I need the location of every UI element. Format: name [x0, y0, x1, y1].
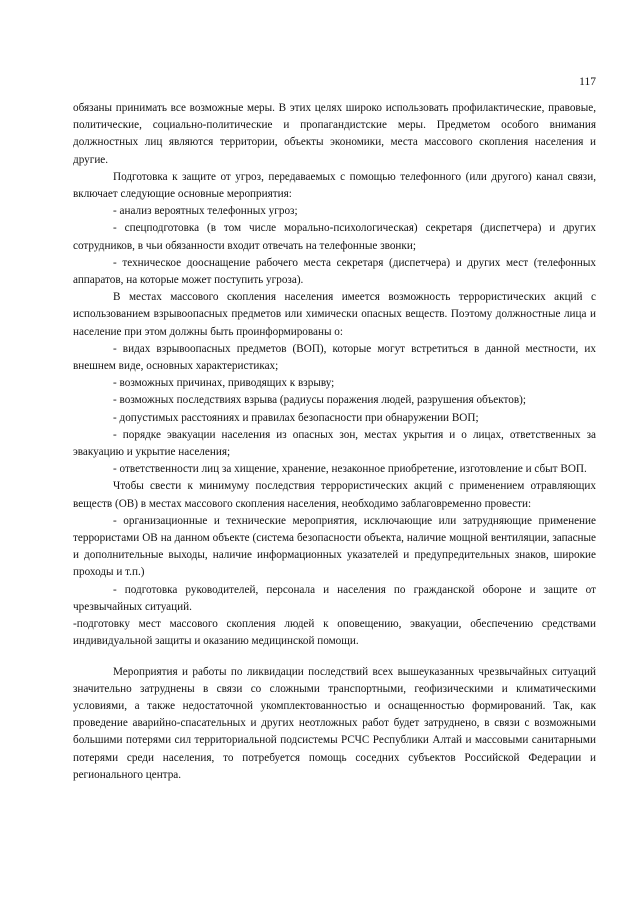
- paragraph: Мероприятия и работы по ликвидации последствий всех вышеуказанных чрезвычайных ситуаций значительно затруднены в связи со сложными транспортными, геофизическими и климатическими условиями, а также недостаточной укомплектованностью и оснащенностью формирований. Так, как проведение аварийно-спасательных и других неотложных работ будет затруднено, в связи с возможными большими потерями сил территориальной подсистемы РСЧС Республики Алтай и массовыми санитарными потерями среди населения, то потребуется помощь соседних субъектов Российской Федерации и регионального центра.: [73, 665, 596, 781]
- paragraph: обязаны принимать все возможные меры. В этих целях широко использовать профилактические, правовые, политические, социально-политические и пропагандистские меры. Предметом особого внимания должностных лиц являются территории, объекты экономики, места массового скопления населения и другие.: [73, 102, 596, 166]
- list-item: - анализ вероятных телефонных угроз;: [113, 205, 298, 218]
- list-item: -подготовку мест массового скопления людей к оповещению, эвакуации, обеспечению средствами индивидуальной защиты и оказанию медицинской помощи.: [73, 618, 596, 648]
- paragraph: В местах массового скопления населения имеется возможность террористических акций с использованием взрывоопасных предметов или химически опасных веществ. Поэтому должностные лица и население при этом должны быть проинформированы о:: [73, 291, 596, 338]
- list-item: - допустимых расстояниях и правилах безопасности при обнаружении ВОП;: [113, 411, 479, 424]
- list-item: - подготовка руководителей, персонала и населения по гражданской обороне и защите от чрезвычайных ситуаций.: [73, 583, 596, 613]
- list-item: - возможных причинах, приводящих к взрыву;: [113, 377, 335, 390]
- list-item: - спецподготовка (в том числе морально-психологическая) секретаря (диспетчера) и других сотрудников, в чьи обязанности входит отвечать на телефонные звонки;: [73, 222, 596, 252]
- list-item: - возможных последствиях взрыва (радиусы поражения людей, разрушения объектов);: [113, 394, 526, 407]
- paragraph: Чтобы свести к минимуму последствия террористических акций с применением отравляющих веществ (ОВ) в местах массового скопления населения, необходимо заблаговременно провести:: [73, 480, 596, 510]
- paragraph: Подготовка к защите от угроз, передаваемых с помощью телефонного (или другого) канал связи, включает следующие основные мероприятия:: [73, 170, 596, 201]
- list-item: - организационные и технические мероприятия, исключающие или затрудняющие применение террористами ОВ на данном объекте (система безопасности объекта, наличие мощной вентиляции, запасные и дополнительные выходы, наличие информационных указателей и предупредительных знаков, широкие проходы и т.п.): [73, 514, 596, 579]
- list-item: - порядке эвакуации населения из опасных зон, местах укрытия и о лицах, ответственных за эвакуацию и укрытие населения;: [73, 428, 596, 459]
- list-item: - техническое дооснащение рабочего места секретаря (диспетчера) и других мест (телефонных аппаратов, на которые может поступить угроза).: [73, 256, 596, 287]
- page-number: 117: [579, 76, 596, 88]
- list-item: - видах взрывоопасных предметов (ВОП), которые могут встретиться в данной местности, их внешнем виде, основных характеристиках;: [73, 342, 596, 373]
- body-text: [73, 100, 596, 784]
- list-item: - ответственности лиц за хищение, хранение, незаконное приобретение, изготовление и сбыт ВОП.: [113, 463, 587, 476]
